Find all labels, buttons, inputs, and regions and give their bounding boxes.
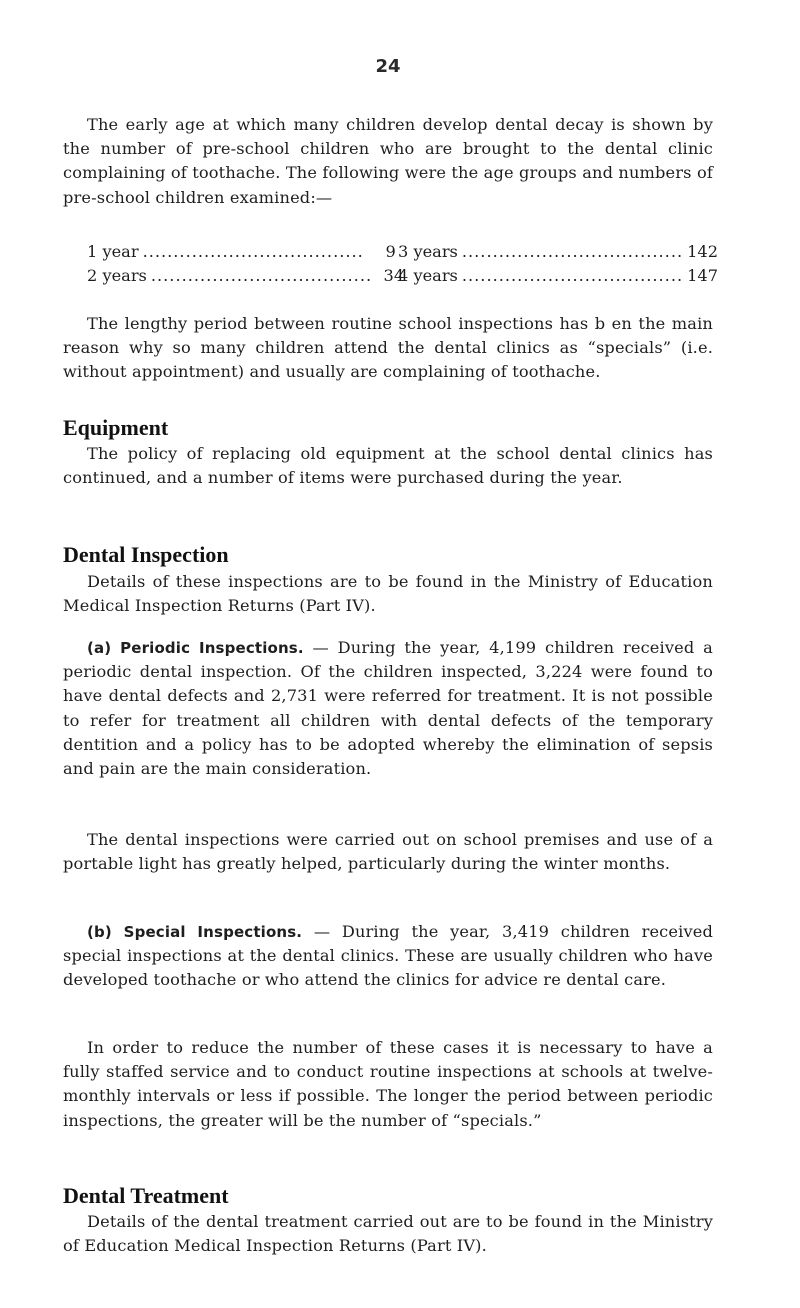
dental-inspection-heading: Dental Inspection xyxy=(63,542,229,567)
page-number: 24 xyxy=(375,56,401,77)
intro-paragraph: The early age at which many children develop dental decay is shown by the number of pre-school children who are brought to the dental clinic complaining of toothache. The following were the age groups and numbers of pre-school children examined:— xyxy=(63,115,713,207)
special-inspections-label: (b) Special Inspections. xyxy=(87,923,303,941)
age-count: 34 xyxy=(383,266,405,286)
age-group xyxy=(87,264,405,288)
age-row xyxy=(87,240,719,264)
dental-treatment-paragraph: Details of the dental treatment carried out are to be found in the Ministry of Education Medical Inspection Returns (Part IV). xyxy=(63,1212,713,1256)
age-group xyxy=(398,264,719,288)
inspection-intro-paragraph: Details of these inspections are to be found in the Ministry of Education Medical Inspection Returns (Part IV). xyxy=(63,572,713,616)
leader-dots: .................................... xyxy=(461,266,684,286)
periodic-inspections-paragraph xyxy=(63,636,713,781)
special-inspections-paragraph xyxy=(63,920,713,993)
age-count: 9 xyxy=(385,242,396,261)
reduce-cases-paragraph: In order to reduce the number of these cases it is necessary to have a fully staffed service and to conduct routine inspections at schools at twelve-monthly intervals or less if possible. The longer the period between periodic inspections, the greater will be the number of “specials.” xyxy=(63,1038,713,1130)
age-label: 2 years xyxy=(87,266,147,286)
age-label: 4 years xyxy=(398,266,458,286)
age-groups-table xyxy=(87,240,719,288)
periodic-inspections-label: (a) Periodic Inspections. xyxy=(87,639,304,657)
leader-dots: .................................... xyxy=(461,242,684,261)
equipment-paragraph: The policy of replacing old equipment at the school dental clinics has continued, and a number of items were purchased during the year. xyxy=(63,444,713,488)
equipment-heading: Equipment xyxy=(63,415,169,440)
special-inspections-text: — During the year, 3,419 children received special inspections at the dental clinics. These are usually children who have developed toothache or who attend the clinics for advice re dental care. xyxy=(63,922,713,990)
leader-dots: .................................... xyxy=(142,242,364,261)
age-label: 1 year xyxy=(87,242,139,261)
age-count: 147 xyxy=(687,266,719,286)
age-group xyxy=(87,240,396,264)
periodic-inspections-text: — During the year, 4,199 children received a periodic dental inspection. Of the children inspected, 3,224 were found to have dental defects and 2,731 were referred for treatment. It is not possible to refer for treatment all children with dental defects of the temporary dentition and a policy has to be adopted whereby the elimination of sepsis and pain are the main consideration. xyxy=(63,638,713,779)
leader-dots: .................................... xyxy=(150,266,373,286)
lengthy-period-paragraph: The lengthy period between routine school inspections has b en the main reason why so many children attend the dental clinics as “specials” (i.e. without appointment) and usually are complaining of toothache. xyxy=(63,314,713,382)
age-row xyxy=(87,264,719,288)
age-label: 3 years xyxy=(398,242,458,261)
dental-treatment-heading: Dental Treatment xyxy=(63,1183,229,1208)
age-count: 142 xyxy=(687,242,719,261)
age-group xyxy=(398,240,719,264)
premises-paragraph: The dental inspections were carried out on school premises and use of a portable light has greatly helped, particularly during the winter months. xyxy=(63,830,713,874)
